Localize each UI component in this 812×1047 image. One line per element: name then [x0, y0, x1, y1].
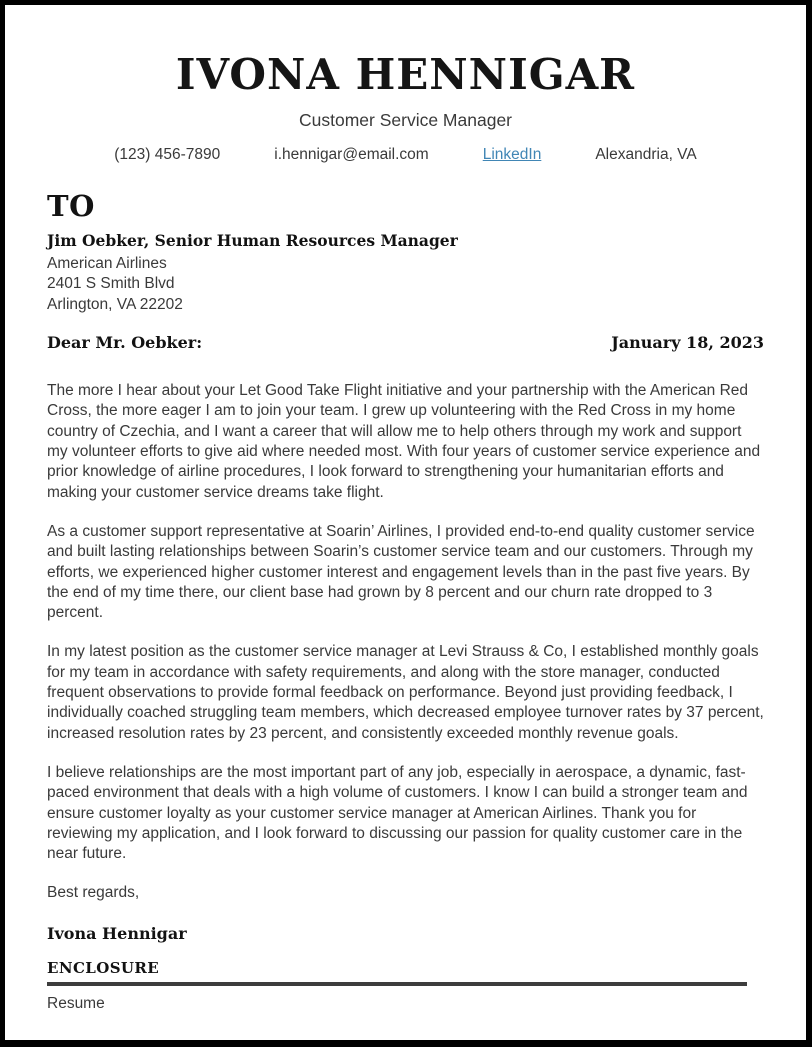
to-heading: TO — [47, 189, 95, 224]
contact-row — [47, 146, 764, 164]
candidate-job-title: Customer Service Manager — [299, 110, 512, 131]
recipient-city: Arlington, VA 22202 — [47, 295, 183, 313]
greeting-text: Dear Mr. Oebker: — [47, 333, 203, 353]
signature-name: Ivona Hennigar — [47, 924, 187, 944]
body-paragraph-1: The more I hear about your Let Good Take Flight initiative and your partnership with the American Red Cross, the more eager I am to join your team. I grew up volunteering with the Red Cross in my home country of Czechia, and I want a career that will allow me to help others through my work and support my volunteer efforts to give aid where needed most. With four years of customer service experience and prior knowledge of airline procedures, I look forward to strengthening your humanitarian efforts and making your customer service dreams take flight. — [47, 382, 761, 501]
enclosure-divider — [47, 982, 747, 986]
phone-number: (123) 456-7890 — [114, 146, 221, 164]
letter-header — [47, 52, 764, 164]
valediction-text: Best regards, — [47, 884, 140, 902]
enclosure-heading: ENCLOSURE — [47, 959, 160, 978]
letter-date: January 18, 2023 — [611, 333, 764, 353]
recipient-company: American Airlines — [47, 254, 167, 272]
linkedin-link[interactable]: LinkedIn — [482, 146, 542, 164]
body-paragraph-4: I believe relationships are the most important part of any job, especially in aerospace, a dynamic, fast-paced environment that deals with a high volume of customers. I know I can build a stronger team and ensure customer loyalty as your customer service manager at American Airlines. Thank you for reviewing my application, and I look forward to discussing our passion for quality customer care in the near future. — [47, 763, 748, 863]
candidate-name: IVONA HENNIGAR — [175, 50, 636, 99]
enclosure-item: Resume — [47, 995, 105, 1013]
letter-body — [47, 381, 764, 864]
salutation-row — [47, 333, 764, 352]
letter-main — [47, 189, 764, 1013]
recipient-street: 2401 S Smith Blvd — [47, 275, 175, 293]
body-paragraph-3: In my latest position as the customer service manager at Levi Strauss & Co, I established monthly goals for my team in accordance with safety requirements, and along with the store manager, conducted frequent observations to provide formal feedback on performance. Beyond just providing feedback, I individually coached struggling team members, which decreased employee turnover rates by 37 percent, increased resolution rates by 23 percent, and consistently exceeded monthly revenue goals. — [47, 643, 764, 742]
recipient-block — [47, 231, 764, 315]
location-text: Alexandria, VA — [595, 146, 697, 164]
email-address: i.hennigar@email.com — [274, 146, 429, 164]
body-paragraph-2: As a customer support representative at Soarin’ Airlines, I provided end-to-end quality customer service and built lasting relationships between Soarin’s customer service team and our customers. Through my efforts, we experienced higher customer interest and engagement levels than in the past five years. By the end of my time there, our client base had grown by 8 percent and our churn rate dropped to 3 percent. — [47, 522, 755, 622]
recipient-name-title: Jim Oebker, Senior Human Resources Manager — [47, 231, 458, 251]
